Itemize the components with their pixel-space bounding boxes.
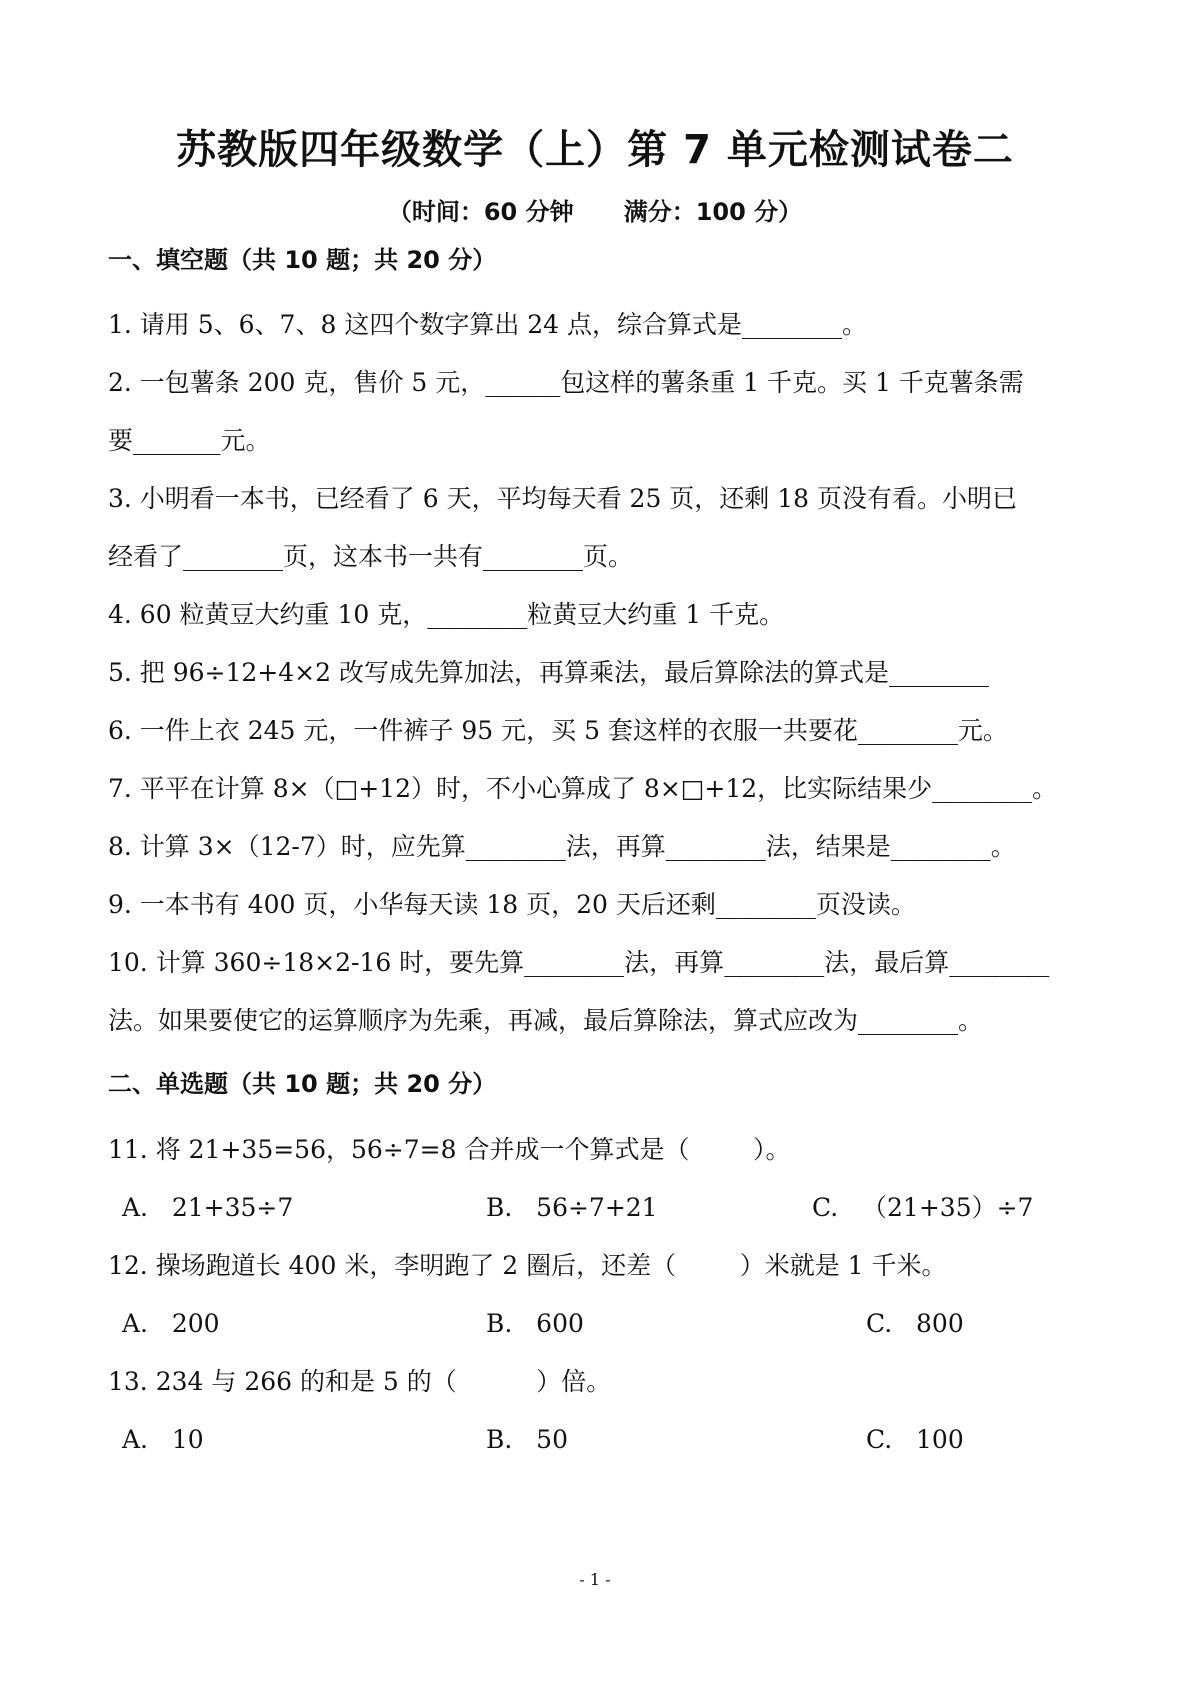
choice-question-stem: 11. 将 21+35=56，56÷7=8 合并成一个算式是（ ）。 [108,1135,791,1164]
choice-question-stem: 12. 操场跑道长 400 米，李明跑了 2 圈后，还差（ ）米就是 1 千米。 [108,1251,947,1280]
question-line: 要_______元。 [108,426,271,455]
option-b: B. 600 [486,1309,584,1338]
option-b: B. 50 [486,1425,568,1454]
option-c: C. （21+35）÷7 [812,1193,1034,1222]
choice-question-stem: 13. 234 与 266 的和是 5 的（ ）倍。 [108,1367,612,1396]
question-line: 3. 小明看一本书，已经看了 6 天，平均每天看 25 页，还剩 18 页没有看。小明已 [108,484,1018,513]
option-a: A. 200 [122,1309,220,1338]
option-c: C. 800 [866,1309,964,1338]
option-c: C. 100 [866,1425,964,1454]
question-line: 9. 一本书有 400 页，小华每天读 18 页，20 天后还剩________页没读。 [108,890,916,919]
option-b: B. 56÷7+21 [486,1193,658,1222]
question-line: 1. 请用 5、6、7、8 这四个数字算出 24 点，综合算式是________。 [108,310,868,339]
question-line: 6. 一件上衣 245 元，一件裤子 95 元，买 5 套这样的衣服一共要花________元。 [108,716,1008,745]
section-fill-in-heading: 一、填空题（共 10 题；共 20 分） [108,246,497,274]
exam-title: 苏教版四年级数学（上）第 7 单元检测试卷二 [176,127,1014,173]
question-line: 5. 把 96÷12+4×2 改写成先算加法，再算乘法，最后算除法的算式是________ [108,658,989,687]
question-line: 8. 计算 3×（12-7）时，应先算________法，再算________法，结果是________。 [108,832,1016,861]
option-a: A. 10 [122,1425,204,1454]
question-line: 2. 一包薯条 200 克，售价 5 元，______包这样的薯条重 1 千克。买 1 千克薯条需 [108,368,1024,397]
question-line: 经看了________页，这本书一共有________页。 [108,542,634,571]
question-line: 4. 60 粒黄豆大约重 10 克，________粒黄豆大约重 1 千克。 [108,600,785,629]
option-a: A. 21+35÷7 [122,1193,294,1222]
section-single-choice-heading: 二、单选题（共 10 题；共 20 分） [108,1070,497,1098]
question-line: 法。如果要使它的运算顺序为先乘，再减，最后算除法，算式应改为________。 [108,1006,984,1035]
exam-subtitle: （时间：60 分钟 满分：100 分） [387,198,803,226]
question-line: 7. 平平在计算 8×（□+12）时，不小心算成了 8×□+12，比实际结果少________。 [108,774,1058,803]
question-line: 10. 计算 360÷18×2-16 时，要先算________法，再算________法，最后算________ [108,948,1050,977]
page-number: - 1 - [579,1570,611,1589]
